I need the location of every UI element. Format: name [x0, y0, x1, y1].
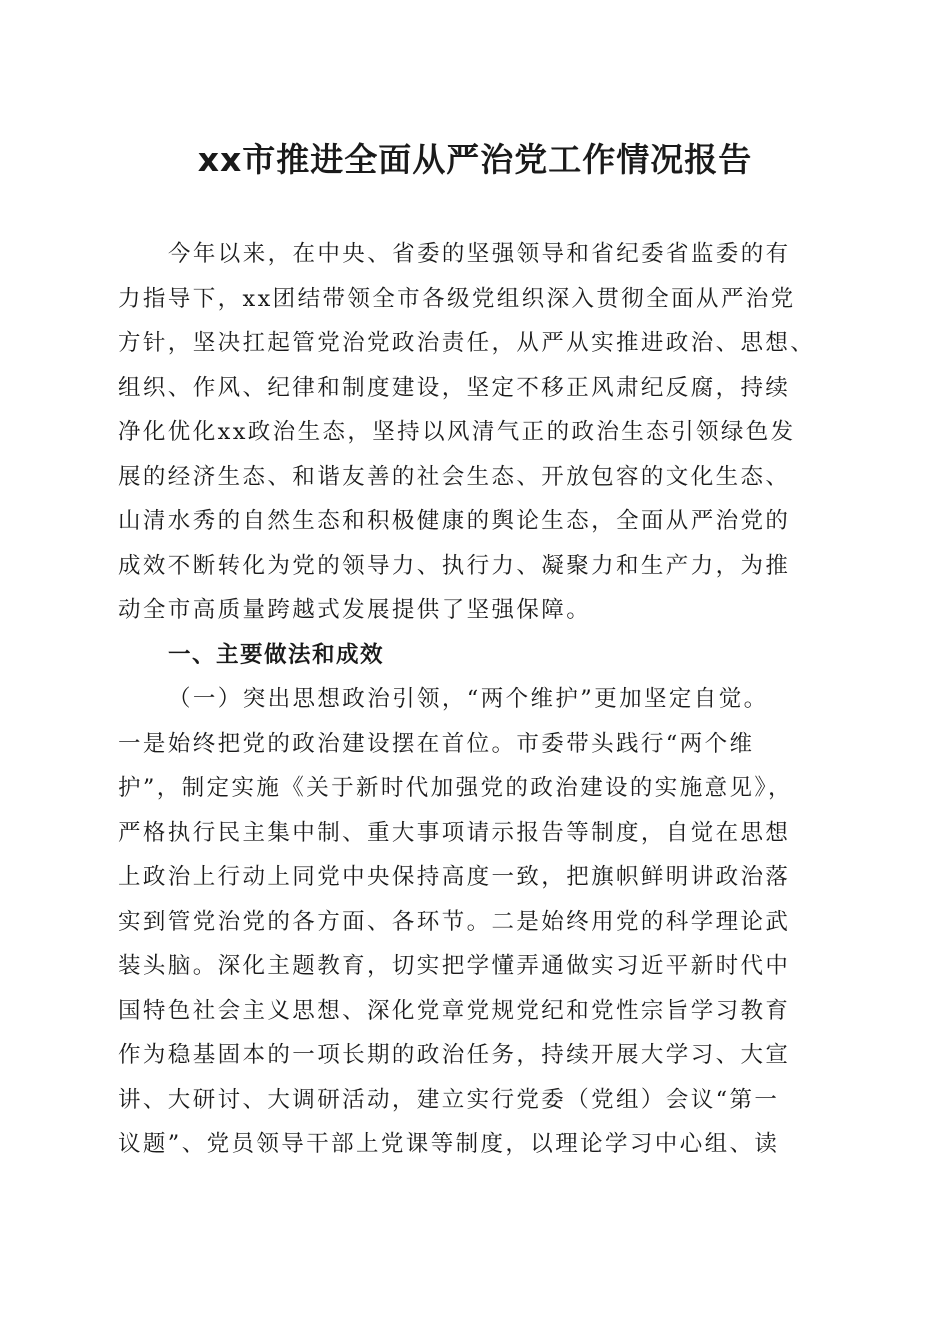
paragraph-line: 作为稳基固本的一项长期的政治任务，持续开展大学习、大宣: [118, 1042, 791, 1068]
document-body: [118, 232, 838, 1167]
paragraph-line: 讲、大研讨、大调研活动，建立实行党委（党组）会议“第一: [118, 1086, 780, 1113]
paragraph-line: 成效不断转化为党的领导力、执行力、凝聚力和生产力，为推: [118, 552, 791, 579]
paragraph-line: 山清水秀的自然生态和积极健康的舆论生态，全面从严治党的: [118, 508, 791, 534]
paragraph-line: 力指导下，xx团结带领全市各级党组织深入贯彻全面从严治党: [118, 285, 796, 312]
subsection-heading-line: （一）突出思想政治引领，“两个维护”更加坚定自觉。: [168, 686, 769, 712]
paragraph-line: 一是始终把党的政治建设摆在首位。市委带头践行“两个维: [118, 730, 755, 757]
paragraph-line: 实到管党治党的各方面、各环节。二是始终用党的科学理论武: [118, 908, 791, 935]
section-heading: 一、主要做法和成效: [168, 641, 385, 668]
paragraph-line: 严格执行民主集中制、重大事项请示报告等制度，自觉在思想: [118, 819, 791, 846]
paragraph-line: 动全市高质量跨越式发展提供了坚强保障。: [118, 597, 592, 623]
paragraph-line: 上政治上行动上同党中央保持高度一致，把旗帜鲜明讲政治落: [118, 864, 791, 890]
paragraph-line: 展的经济生态、和谐友善的社会生态、开放包容的文化生态、: [118, 463, 791, 490]
paragraph-line: 议题”、党员领导干部上党课等制度，以理论学习中心组、读: [118, 1131, 780, 1157]
paragraph-line: 今年以来，在中央、省委的坚强领导和省纪委省监委的有: [168, 241, 791, 267]
document-title: xx市推进全面从严治党工作情况报告: [197, 140, 753, 179]
paragraph-line: 净化优化xx政治生态，坚持以风清气正的政治生态引领绿色发: [118, 419, 796, 445]
paragraph-line: 装头脑。深化主题教育，切实把学懂弄通做实习近平新时代中: [118, 953, 791, 979]
paragraph-line: 国特色社会主义思想、深化党章党规党纪和党性宗旨学习教育: [118, 997, 791, 1024]
paragraph-line: 组织、作风、纪律和制度建设，坚定不移正风肃纪反腐，持续: [118, 374, 791, 401]
paragraph-line: 护”，制定实施《关于新时代加强党的政治建设的实施意见》，: [118, 775, 793, 801]
paragraph-line: 方针，坚决扛起管党治党政治责任，从严从实推进政治、思想、: [118, 330, 816, 356]
